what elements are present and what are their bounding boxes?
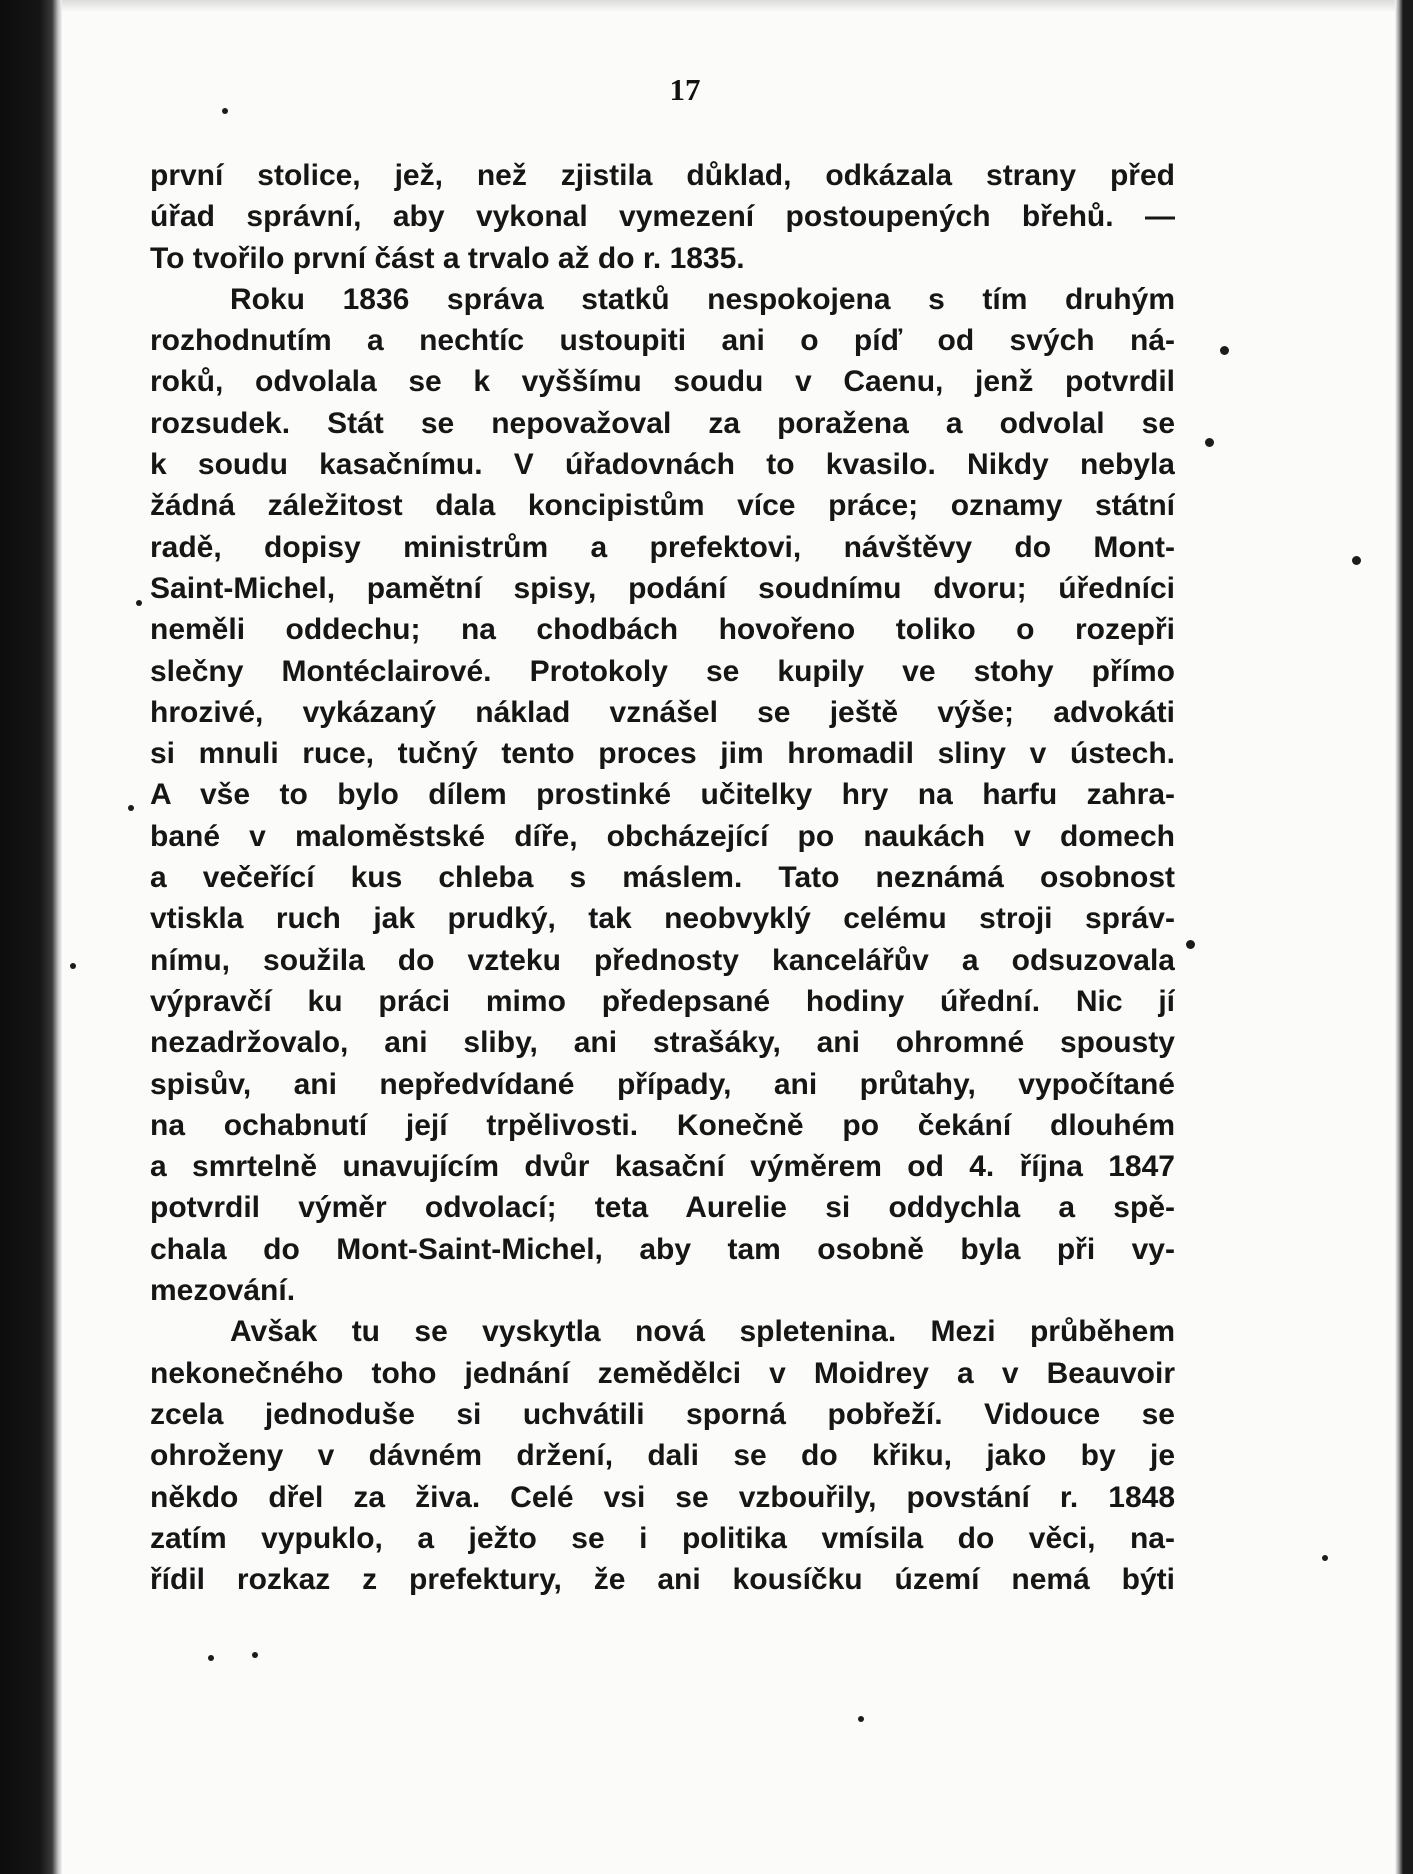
scan-speck: [1205, 438, 1214, 447]
text-line: To tvořilo první část a trvalo až do r. 1835.: [150, 241, 745, 275]
text-line: hrozivé, vykázaný náklad vznášel se ještě výše; advokáti: [150, 695, 1175, 729]
text-line: žádná záležitost dala koncipistům více práce; oznamy státní: [150, 489, 1175, 523]
text-line: potvrdil výměr odvolací; teta Aurelie si oddychla a spě-: [150, 1191, 1175, 1225]
text-line: roků, odvolala se k vyššímu soudu v Caenu, jenž potvrdil: [150, 365, 1175, 399]
text-line: na ochabnutí její trpělivosti. Konečně po čekání dlouhém: [150, 1108, 1175, 1142]
text-line: někdo dřel za živa. Celé vsi se vzbouřily, povstání r. 1848: [150, 1480, 1175, 1514]
text-line: výpravčí ku práci mimo předepsané hodiny úřední. Nic jí: [150, 984, 1175, 1018]
page-number: 17: [669, 72, 701, 107]
text-line: mezování.: [150, 1274, 296, 1308]
scan-speck: [858, 1716, 864, 1722]
text-line: a smrtelně unavujícím dvůr kasační výměrem od 4. října 1847: [150, 1150, 1175, 1184]
text-line: vtiskla ruch jak prudký, tak neobvyklý celému stroji správ-: [150, 902, 1175, 936]
text-line: chala do Mont-Saint-Michel, aby tam osobně byla při vy-: [150, 1232, 1175, 1266]
scan-speck: [70, 963, 76, 969]
scan-speck: [1186, 940, 1195, 949]
text-line: spisův, ani nepředvídané případy, ani průtahy, vypočítané: [150, 1067, 1175, 1101]
text-line: a večeřící kus chleba s máslem. Tato neznámá osobnost: [150, 861, 1175, 895]
text-line: nímu, soužila do vzteku přednosty kancelářův a odsuzovala: [150, 943, 1175, 977]
text-line: neměli oddechu; na chodbách hovořeno toliko o rozepři: [150, 613, 1175, 647]
text-line: nezadržovalo, ani sliby, ani strašáky, ani ohromné spousty: [150, 1026, 1175, 1060]
scan-speck: [208, 1655, 214, 1661]
scan-speck: [222, 108, 228, 114]
text-line: slečny Montéclairové. Protokoly se kupily ve stohy přímo: [150, 654, 1175, 688]
binding-edge: [0, 0, 62, 1874]
text-line: rozsudek. Stát se nepovažoval za poražena a odvolal se: [150, 406, 1175, 440]
text-line: Avšak tu se vyskytla nová spletenina. Mezi průběhem: [230, 1315, 1175, 1349]
scan-speck: [1352, 556, 1361, 565]
text-line: k soudu kasačnímu. V úřadovnách to kvasilo. Nikdy nebyla: [150, 448, 1175, 482]
text-line: řídil rozkaz z prefektury, že ani kousíčku území nemá býti: [150, 1563, 1175, 1597]
text-line: rozhodnutím a nechtíc ustoupiti ani o píď od svých ná-: [150, 324, 1175, 358]
scan-speck: [1322, 1555, 1328, 1561]
text-line: A vše to bylo dílem prostinké učitelky hry na harfu zahra-: [150, 778, 1175, 812]
text-line: úřad správní, aby vykonal vymezení postoupených břehů. —: [150, 200, 1175, 234]
scan-speck: [128, 805, 134, 811]
scan-speck: [252, 1652, 258, 1658]
body-text: [150, 155, 1175, 1600]
page-right-edge: [1395, 0, 1413, 1874]
text-line: bané v maloměstské díře, obcházející po naukách v domech: [150, 819, 1175, 853]
text-line: Roku 1836 správa statků nespokojena s tím druhým: [230, 282, 1175, 316]
text-line: zcela jednoduše si uchvátili sporná pobřeží. Vidouce se: [150, 1397, 1175, 1431]
scan-speck: [1220, 346, 1229, 355]
text-line: první stolice, jež, než zjistila důklad, odkázala strany před: [150, 159, 1175, 192]
text-line: zatím vypuklo, a ježto se i politika vmísila do věci, na-: [150, 1521, 1175, 1555]
scan-speck: [136, 600, 142, 606]
text-line: si mnuli ruce, tučný tento proces jim hromadil sliny v ústech.: [150, 737, 1175, 771]
text-line: Saint-Michel, pamětní spisy, podání soudnímu dvoru; úředníci: [150, 571, 1175, 605]
page-top-shadow: [0, 0, 1413, 12]
text-line: radě, dopisy ministrům a prefektovi, návštěvy do Mont-: [150, 530, 1175, 564]
text-line: ohroženy v dávném držení, dali se do křiku, jako by je: [150, 1439, 1175, 1473]
text-line: nekonečného toho jednání zemědělci v Moidrey a v Beauvoir: [150, 1356, 1175, 1390]
